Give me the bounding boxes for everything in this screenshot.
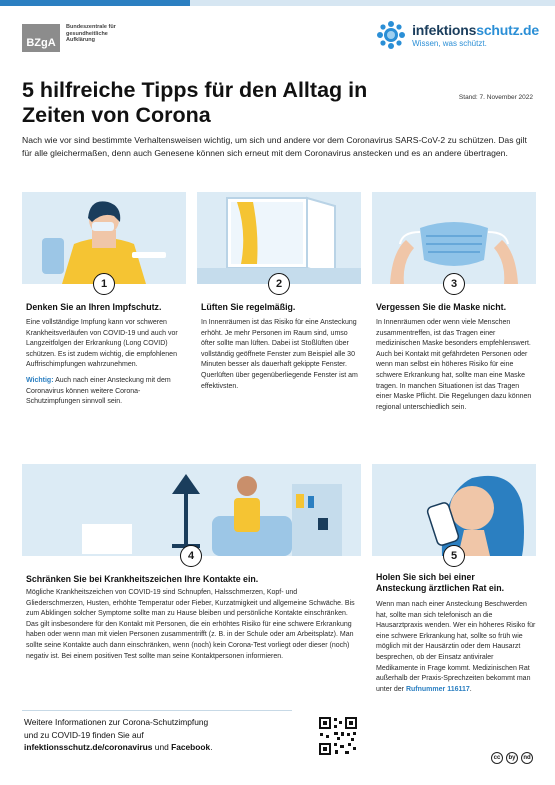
tip-number-1: 1 [93, 273, 115, 295]
tip-title-3: Vergessen Sie die Maske nicht. [376, 302, 507, 312]
site-name-part1: infektions [412, 22, 477, 38]
footer-divider [22, 710, 292, 711]
window-illustration [197, 192, 361, 284]
tip-text-1 [26, 318, 186, 408]
tip-text-1-main: Eine vollständige Impfung kann vor schweren Krankheitsverläufen von COVID-19 und auch vor Langzeitfolgen der Erkrankung (Long COVID) schützen. Es ist zudem wichtig, die empfohlenen Auffrischimpfungen wahrzunehmen. [26, 319, 178, 369]
site-name-part2: schutz.de [476, 22, 539, 38]
bzga-logo[interactable] [22, 24, 136, 52]
cc-by-icon: by [506, 752, 518, 764]
site-name [412, 22, 539, 38]
tip-card-5 [372, 464, 536, 754]
tip-number-3: 3 [443, 273, 465, 295]
intro-paragraph: Nach wie vor sind bestimmte Verhaltensweisen wichtig, um sich und andere vor dem Coronavirus SARS-CoV-2 zu schützen. Das gilt für alle gleichermaßen, denn auch Genesene können sich erneut mit dem Coronavirus anstecken und es an andere übertragen. [22, 135, 527, 158]
tip-title-5: Holen Sie sich bei einer Ansteckung ärztlichen Rat ein. [376, 572, 505, 593]
infektionsschutz-logo[interactable] [376, 20, 539, 50]
tip-text-5 [376, 600, 536, 695]
tip-card-1 [22, 192, 186, 442]
tip-number-4: 4 [180, 545, 202, 567]
footer-website-link[interactable]: infektionsschutz.de/coronavirus [24, 742, 153, 753]
tip-text-4: Mögliche Krankheitszeichen von COVID-19 sind Schnupfen, Halsschmerzen, Kopf- und Gliederschmerzen, Husten, erhöhte Temperatur oder Fieber, Kurzatmigkeit und allgemeine Schwäche. Bis zum Abklingen solcher Symptome sollte man zu Hause bleiben und persönliche Kontakte einschränken. Das gilt insbesondere für den Kontakt mit Personen, die ein erhöhtes Risiko für eine schwere Erkrankung haben oder wenn man mit vielen Personen zusammentrifft (z. B. in der Schule oder am Arbeitsplatz). Man sollte seine Kontakte auch dann einschränken, wenn (noch) kein Corona-Test vorliegt oder dieser (noch) negativ ist. Bei einem positiven Test sollte man seine Kontaktpersonen informieren. [26, 589, 355, 660]
qr-code-icon[interactable] [318, 716, 358, 756]
tip-note-text-1: Auch nach einer Ansteckung mit dem Coronavirus können weitere Corona-Schutzimpfungen sinnvoll sein. [26, 376, 171, 406]
footer-link-join: und [152, 742, 172, 753]
cc-icon: cc [491, 752, 503, 764]
top-color-bar [0, 0, 555, 6]
creative-commons-badge [491, 752, 533, 764]
vaccination-illustration [22, 192, 186, 284]
phone-call-illustration [372, 464, 536, 556]
tip-text-3: In Innenräumen oder wenn viele Menschen zusammentreffen, ist das Tragen einer medizinischen Maske besonders empfehlenswert. Auch bei Kontakt mit gefährdeten Personen oder wenn man selbst ein höheres Risiko für eine schwere Erkrankung hat, sollte man eine Maske tragen. In manchen Situationen ist das Tragen einer Maske Pflicht. Die Regelungen dazu können regional unterschiedlich sein. [376, 319, 532, 411]
tip-text-2: In Innenräumen ist das Risiko für eine Ansteckung erhöht. Je mehr Personen im Raum sind, umso öfter sollte man lüften. Dabei ist Stoßlüften über vollständig geöffnete Fenster zum Beispiel alle 30 Minuten besser als dauerhaft gekippte Fenster. Querlüften über gegenüberliegende Fenster ist am effektivsten. [201, 319, 358, 390]
footer-info [24, 716, 213, 754]
tip-card-4 [22, 464, 361, 704]
date-stamp: Stand: 7. November 2022 [458, 94, 533, 101]
top-accent-bar [0, 0, 190, 6]
tip-note-label-1: Wichtig: [26, 376, 54, 384]
page-title: 5 hilfreiche Tipps für den Alltag in Zeiten von Corona [22, 78, 368, 127]
cc-nd-icon: nd [521, 752, 533, 764]
bzga-org-name: Bundeszentrale für gesundheitliche Aufklärung [66, 24, 116, 43]
tip-title-2: Lüften Sie regelmäßig. [201, 302, 296, 312]
tip-text-5-end: . [469, 685, 472, 693]
footer-line-1: Weitere Informationen zur Corona-Schutzimpfung [24, 717, 209, 727]
footer-line-2: und zu COVID-19 finden Sie auf [24, 729, 144, 740]
virus-logo-icon [376, 20, 406, 50]
site-claim: Wissen, was schützt. [412, 39, 487, 48]
tip-number-2: 2 [268, 273, 290, 295]
sick-at-home-illustration [22, 464, 361, 556]
tip-text-5-main: Wenn man nach einer Ansteckung Beschwerden hat, sollte man sich telefonisch an die Hausarztpraxis wenden. Wer ein höheres Risiko für eine schwere Erkrankung hat, sollte so früh wie möglich mit der Hausärztin oder dem Hausarzt besprechen, ob der Einsatz antiviraler Medikamente in Frage kommt. Medizinischen Rat außerhalb der Praxis-Sprechzeiten bekommt man unter der [376, 601, 536, 693]
tip-title-4: Schränken Sie bei Krankheitszeichen Ihre Kontakte ein. [26, 574, 259, 584]
tip-card-3 [372, 192, 536, 442]
tip-number-5: 5 [443, 545, 465, 567]
footer-facebook-link[interactable]: Facebook [171, 742, 211, 753]
tip-card-2 [197, 192, 361, 442]
phone-number-link[interactable]: Rufnummer 116117 [405, 685, 470, 693]
bzga-logo-mark: BZgA [22, 24, 60, 52]
mask-illustration [372, 192, 536, 284]
footer-end: . [210, 742, 213, 753]
tip-title-1: Denken Sie an Ihren Impfschutz. [26, 302, 162, 312]
